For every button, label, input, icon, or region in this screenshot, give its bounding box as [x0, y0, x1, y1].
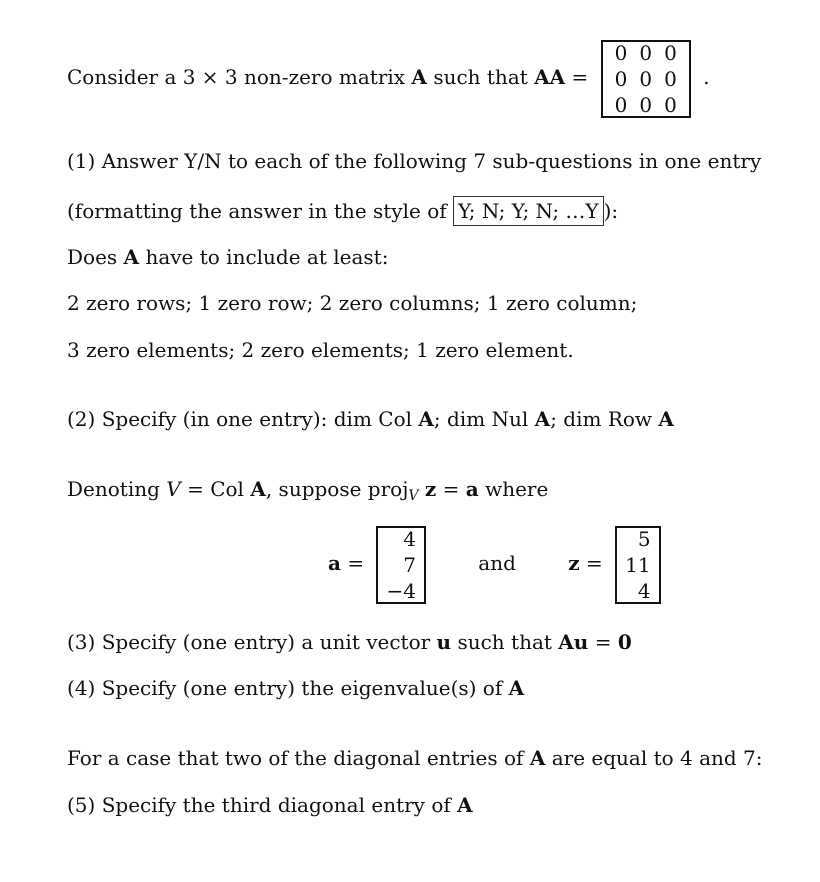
answer-format-example: Y; N; Y; N; …Y	[453, 196, 604, 226]
matrix-symbol-a: A	[658, 407, 674, 431]
q1-line2	[67, 196, 618, 226]
q1-have-to: have to include at least:	[145, 245, 389, 269]
matrix-cell: 0	[639, 92, 653, 117]
matrix-symbol-a: A	[529, 746, 546, 770]
vector-a-entry: 7	[403, 552, 416, 577]
equals-sign: =	[442, 477, 460, 501]
matrix-symbol-a: A	[418, 407, 434, 431]
vector-a-entry: 4	[403, 526, 416, 551]
vector-a-label: a	[328, 551, 341, 575]
q1-format-text: (formatting the answer in the style of	[67, 199, 447, 223]
equals-sign: =	[594, 630, 612, 654]
q2-dim-nul: ; dim Nul	[433, 407, 529, 431]
zero-vector: 0	[617, 630, 632, 654]
q1-line1: (1) Answer Y/N to each of the following 7 sub-questions in one entry	[67, 149, 762, 173]
proj-subscript: V	[408, 488, 419, 504]
q1-format-close: ):	[603, 199, 619, 223]
equals-sign: =	[585, 551, 603, 575]
vector-display	[328, 522, 661, 604]
subspace-v: V	[166, 477, 181, 501]
matrix-cell: 0	[664, 92, 677, 117]
q2-dim-row: ; dim Row	[550, 407, 653, 431]
vector-z-entry: 4	[637, 578, 651, 603]
q5-text: (5) Specify the third diagonal entry of	[67, 793, 451, 817]
vector-a-matrix	[376, 526, 425, 604]
q1-does: Does	[67, 245, 118, 269]
zero-matrix	[601, 40, 691, 118]
equals-sign: =	[571, 65, 589, 89]
q1-line4: 2 zero rows; 1 zero row; 2 zero columns; 1 zero column;	[67, 291, 638, 315]
matrix-symbol-a: A	[508, 676, 525, 700]
matrix-symbol-a: A	[457, 793, 473, 817]
matrix-cell: 0	[614, 66, 628, 91]
equals-sign: =	[347, 551, 365, 575]
matrix-symbol-a: A	[411, 65, 427, 89]
matrix-cell: 0	[639, 66, 653, 91]
q5-line	[67, 793, 473, 817]
q2-line	[67, 407, 674, 431]
case-text: For a case that two of the diagonal entries of	[67, 746, 524, 770]
matrix-symbol-a: A	[250, 477, 266, 501]
vector-z-matrix	[615, 526, 660, 604]
vector-a-entry: −4	[386, 578, 416, 603]
matrix-cell: 0	[664, 40, 677, 65]
matrix-product-aa: AA	[534, 65, 566, 89]
matrix-cell: 0	[664, 66, 677, 91]
vector-a: a	[465, 477, 479, 501]
vector-z-entry: 5	[637, 526, 651, 551]
product-au: Au	[558, 630, 589, 654]
q1-line3	[67, 245, 388, 269]
intro-period: .	[703, 65, 710, 89]
matrix-symbol-a: A	[123, 245, 140, 269]
q4-text: (4) Specify (one entry) the eigenvalue(s) of	[67, 676, 503, 700]
q1-line5: 3 zero elements; 2 zero elements; 1 zero element.	[67, 338, 574, 362]
q4-line	[67, 676, 524, 700]
intro-text: Consider a 3 × 3 non-zero matrix	[67, 65, 406, 89]
denoting-where: where	[485, 477, 549, 501]
intro-such-that: such that	[433, 65, 528, 89]
vector-z-entry: 11	[625, 552, 651, 577]
case-line	[67, 746, 763, 770]
denoting-text: Denoting	[67, 477, 160, 501]
q3-such-that: such that	[457, 630, 552, 654]
denoting-col: = Col	[187, 477, 244, 501]
intro-line	[67, 39, 710, 118]
case-after: are equal to 4 and 7:	[551, 746, 763, 770]
vector-z: z	[424, 477, 437, 501]
q3-text: (3) Specify (one entry) a unit vector	[67, 630, 431, 654]
and-text: and	[478, 551, 516, 575]
matrix-cell: 0	[614, 40, 628, 65]
vector-u: u	[436, 630, 452, 654]
q2-text: (2) Specify (in one entry): dim Col	[67, 407, 413, 431]
q3-line	[67, 630, 632, 654]
denoting-proj: , suppose proj	[265, 477, 409, 501]
denoting-line	[67, 477, 548, 508]
matrix-symbol-a: A	[534, 407, 551, 431]
vector-z-label: z	[568, 551, 580, 575]
matrix-cell: 0	[639, 40, 653, 65]
matrix-cell: 0	[614, 92, 628, 117]
